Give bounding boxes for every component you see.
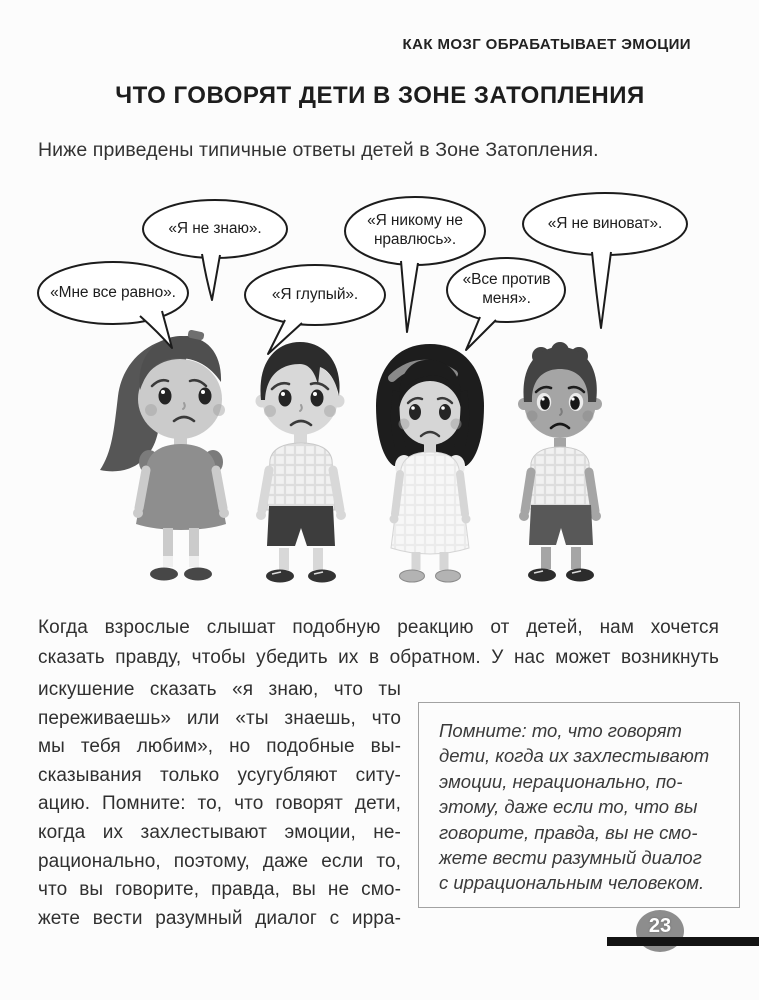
speech-bubble-text-1: «Мне все равно». bbox=[50, 283, 176, 301]
bubble-tail-5 bbox=[466, 317, 496, 350]
speech-bubble-text-5: «Все против меня». bbox=[462, 271, 551, 307]
body-line: мы тебя любим», но подобные вы- bbox=[38, 736, 401, 758]
speech-bubble-text-6: «Я не виноват». bbox=[547, 214, 663, 232]
speech-bubble-text-2: «Я не знаю». bbox=[168, 219, 262, 237]
callout-line: этому, даже если то, что вы bbox=[439, 796, 698, 818]
body-line: переживаешь» или «ты знаешь, что bbox=[38, 707, 401, 729]
callout-line: Помните: то, что говорят bbox=[439, 720, 682, 741]
body-line: что вы говорите, правда, вы не смо- bbox=[38, 879, 401, 901]
body-line: искушение сказать «я знаю, что ты bbox=[38, 679, 401, 700]
child-boy-dark-skin bbox=[518, 342, 602, 582]
running-header: КАК МОЗГ ОБРАБАТЫВАЕТ ЭМОЦИИ bbox=[402, 36, 691, 53]
speech-bubble-text-3: «Я глупый». bbox=[271, 285, 359, 303]
footer-rule bbox=[607, 937, 759, 946]
child-girl-bob bbox=[376, 344, 484, 582]
body-line: рационально, поэтому, даже если то, bbox=[38, 850, 401, 872]
callout-line: дети, когда их захлестывают bbox=[439, 745, 710, 767]
child-girl-ponytail bbox=[100, 329, 229, 580]
speech-bubble-text-4: «Я никому не нравлюсь». bbox=[367, 212, 463, 248]
callout-line: говорите, правда, вы не смо- bbox=[439, 821, 698, 843]
body-line: Когда взрослые слышат подобную реакцию от детей, нам хочется bbox=[38, 617, 719, 638]
bubble-tail-6 bbox=[592, 252, 611, 328]
page-number: 23 bbox=[648, 915, 672, 937]
body-line: сказывания только усугубляют ситу- bbox=[38, 764, 401, 786]
bubble-tail-2 bbox=[202, 254, 220, 300]
bubble-tail-4 bbox=[401, 261, 418, 332]
page-title: ЧТО ГОВОРЯТ ДЕТИ В ЗОНЕ ЗАТОПЛЕНИЯ bbox=[115, 82, 645, 109]
callout-line: с иррациональным человеком. bbox=[439, 872, 705, 894]
child-boy-dark-hair bbox=[256, 342, 347, 583]
callout-line: эмоции, нерационально, по- bbox=[439, 770, 683, 792]
body-line: ацию. Помните: то, что говорят дети, bbox=[38, 793, 401, 815]
body-line: когда их захлестывают эмоции, не- bbox=[38, 821, 401, 843]
intro-text: Ниже приведены типичные ответы детей в Зоне Затопления. bbox=[38, 139, 599, 161]
body-line: жете вести разумный диалог с ирра- bbox=[38, 907, 401, 929]
callout-line: жете вести разумный диалог bbox=[439, 847, 702, 869]
body-line: сказать правду, чтобы убедить их в обратном. У нас может возникнуть bbox=[38, 647, 719, 668]
callout-box bbox=[418, 702, 740, 908]
